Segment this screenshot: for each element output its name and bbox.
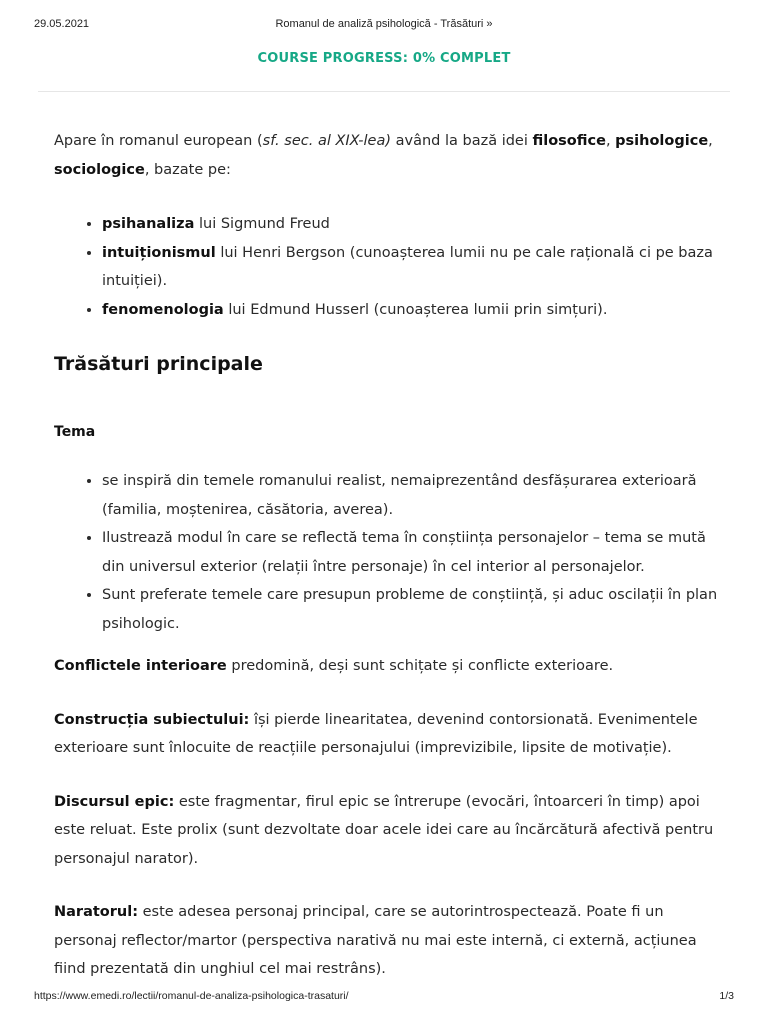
page-url: https://www.emedi.ro/lectii/romanul-de-analiza-psihologica-trasaturi/ [34, 990, 349, 1002]
paragraph-discursul: Discursul epic: este fragmentar, firul epic se întrerupe (evocări, întoarceri în timp) apoi este reluat. Este prolix (sunt dezvoltate doar acele idei care au încărcătură afectivă pentru personajul narator). [54, 793, 714, 867]
print-footer [34, 990, 734, 1006]
print-date: 29.05.2021 [34, 18, 90, 30]
page-number: 1/3 [719, 990, 734, 1002]
paragraph-constructia: Construcția subiectului: își pierde linearitatea, devenind contorsionată. Evenimentele exterioare sunt înlocuite de reacțiile personajului (imprevizibile, lipsite de motivație). [54, 711, 698, 756]
section-heading: Trăsături principale [54, 353, 263, 375]
tema-list [54, 467, 726, 638]
list-item: • fenomenologia lui Edmund Husserl (cunoașterea lumii prin simțuri). [102, 296, 726, 325]
paragraph-conflicte: Conflictele interioare predomină, deși sunt schițate și conflicte exterioare. [54, 658, 614, 674]
divider [38, 91, 730, 92]
list-item: • Ilustrează modul în care se reflectă tema în conștiința personajelor – tema se mută din universul exterior (relații între personaje) în cel interior al personajelor. [102, 524, 726, 581]
subsection-heading: Tema [54, 424, 96, 440]
intro-paragraph: Apare în romanul european (sf. sec. al XIX-lea) având la bază idei filosofice, psihologice, sociologice, bazate pe: [54, 133, 713, 178]
lesson-content [54, 127, 726, 984]
list-item: • psihanaliza lui Sigmund Freud [102, 210, 726, 239]
paragraph-naratorul: Naratorul: este adesea personaj principal, care se autorintrospectează. Poate fi un personaj reflector/martor (perspectiva narativă nu mai este internă, ci externă, acțiunea fiind prezentată din unghiul cel mai restrâns). [54, 904, 697, 977]
list-item: • se inspiră din temele romanului realist, nemaiprezentând desfășurarea exterioară (familia, moștenirea, căsătoria, averea). [102, 467, 726, 524]
list-item: • Sunt preferate temele care presupun probleme de conștiință, și aduc oscilații în plan psihologic. [102, 581, 726, 638]
list-item: • intuiționismul lui Henri Bergson (cunoașterea lumii nu pe cale rațională ci pe baza intuiției). [102, 239, 726, 296]
print-page-title: Romanul de analiză psihologică - Trăsături » [275, 18, 493, 30]
print-header [34, 18, 734, 34]
bases-list [54, 210, 726, 324]
course-progress: COURSE PROGRESS: 0% COMPLET [257, 51, 511, 66]
